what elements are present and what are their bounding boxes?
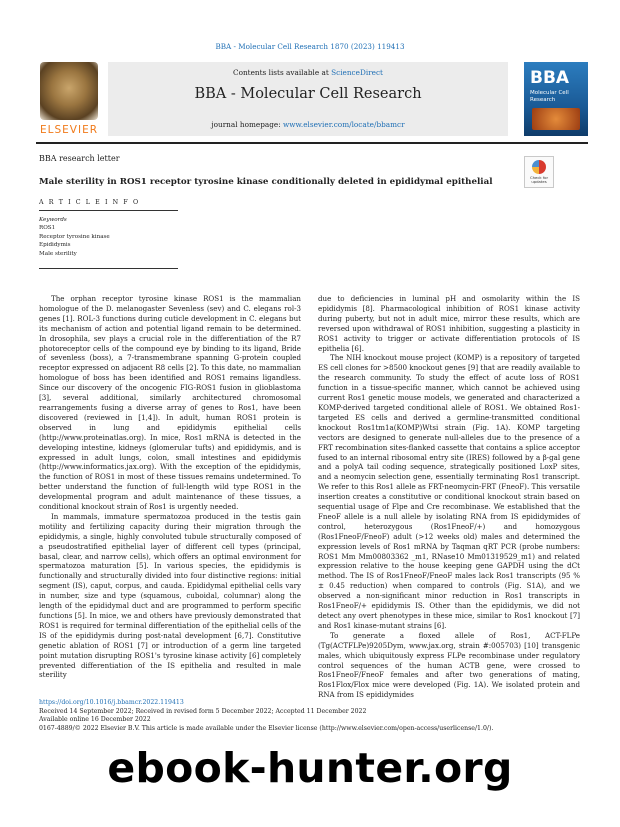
body-paragraph: The NIH knockout mouse project (KOMP) is a repository of targeted ES cell clones for >8500 knockout genes [9] that are readily available to the research community. To study the effect of acute loss of ROS1 function in a tissue-specific manner, which cannot be achieved using current Ros1 genetic mouse models, we generated and characterized a KOMP-derived targeted conditional allele of ROS1. We obtained Ros1-targeted ES cells and derived a germline-transmitted conditional knockout Ros1tm1a(KOMP)Wtsi strain (Fig. 1A). KOMP targeting vectors are designed to generate null-alleles due to the presence of a FRT recombination sites-flanked cassette that contains a splice acceptor fused to an internal ribosomal entry site (IRES) followed by a β-gal gene and a polyA tail coding sequence, strategically positioned LoxP sites, and a neomycin selection gene, essentially terminating Ros1 transcript. We refer to this Ros1 allele as FRT-neomycin-FRT (FneoF). This versatile insertion creates a constitutive or conditional knockout strain based on sequential usage of Flpe and Cre recombinase. We established that the FneoF allele is a null allele by isolating RNA from IS epididymides of control, heterozygous (Ros1FneoF/+) and homozygous (Ros1FneoF/FneoF) adult (>12 weeks old) males and determined the expression levels of Ros1 mRNA by Taqman qRT PCR (probe numbers: ROS1 Mm Mm00803362 _m1, RNase10 Mm01319529_m1) and related expression relative to the house keeping gene GAPDH using the dCt method. The IS of Ros1FneoF/FneoF males lack Ros1 transcripts (95 % ± 0.45 reduction) when compared to controls (Fig. S1A), and we observed a non-significant minor reduction in Ros1 transcripts in Ros1FneoF/+ epididymis IS. Other than the epididymis, we did not detect any overt phenotypes in these mice, similar to Ros1 knockout [7] and Ros1 kinase-mutant strains [6].	[318, 353, 580, 630]
cover-image	[532, 108, 580, 130]
received-dates: Received 14 September 2022; Received in revised form 5 December 2022; Accepted 11 December 2022	[39, 707, 367, 715]
keyword-item: Epididymis	[39, 242, 71, 249]
body-paragraph: The orphan receptor tyrosine kinase ROS1 is the mammalian homologue of the D. melanogaster Sevenless (sev) and C. elegans rol-3 genes [1]. ROL-3 functions during cuticle development in C. elegans but its mechanism of action and potential ligand remain to be determined. In drosophila, sev plays a crucial role in the differentiation of the R7 photoreceptor cells of the compound eye by binding to its ligand, Bride of sevenless (boss), a 7-transmembrane spanning G-protein coupled receptor expressed on adjacent R8 cells [2]. To this date, no mammalian homologue of boss has been identified and ROS1 remains ligandless. Since our discovery of the oncogenic FIG-ROS1 fusion in glioblastoma [3], several additional, similarly architectured chromosomal rearrangements fusing a diverse array of genes to Ros1, have been discovered (reviewed in [1,4]). In adult, human ROS1 protein is observed in lung and epididymis epithelial cells (http://www.proteinatlas.org). In mice, Ros1 mRNA is detected in the developing intestine, kidneys (glomerular tufts) and epididymis, and is expressed in adult lungs, colon, small intestines and epididymis (http://www.informatics.jax.org). With the exception of the epididymis, the function of ROS1 in most of these tissues remains undetermined. To better understand the function of full-length wild type ROS1 in the developmental program and adult maintenance of these tissues, a conditional knockout strain of Ros1 is urgently needed.	[39, 294, 301, 512]
sciencedirect-link[interactable]: ScienceDirect	[331, 68, 383, 77]
contents-prefix: Contents lists available at	[233, 68, 329, 77]
cover-subtitle: Molecular Cell Research	[530, 90, 569, 103]
article-footer	[39, 699, 493, 733]
body-paragraph: In mammals, immature spermatozoa produced in the testis gain motility and fertilizing capacity during their migration through the epididymis, a single, highly convoluted tubule structurally composed of a pseudostratified epithelial layer of different cell types (principal, basal, clear, and narrow cells), which offers an optimal environment for spermatozoa maturation [5]. In various species, the epididymis is functionally and structurally divided into four distinctive regions: initial segment (IS), caput, corpus, and cauda. Epididymal epithelial cells vary in number, size and type (squamous, cuboidal, columnar) along the length of the epididymal duct and are programmed to perform specific functions [5]. In mice, we and others have previously demonstrated that ROS1 is required for terminal differentiation of the epithelial cells of the IS of the epididymis during post-natal development [6,7]. Constitutive genetic ablation of ROS1 [7] or introduction of a germ line targeted point mutation disrupting ROS1's tyrosine kinase activity [6] completely prevented differentiation of the IS epithelia and resulted in male sterility	[39, 511, 301, 680]
article-type: BBA research letter	[39, 154, 120, 163]
journal-title: BBA - Molecular Cell Research	[194, 86, 422, 102]
keywords-label: Keywords	[39, 217, 67, 223]
article-info-divider-bottom	[39, 268, 178, 269]
elsevier-logo[interactable]	[36, 62, 102, 136]
journal-cover[interactable]	[524, 62, 588, 136]
homepage-line	[108, 120, 508, 129]
journal-header	[36, 62, 588, 136]
keywords-block	[39, 216, 110, 258]
homepage-link[interactable]: www.elsevier.com/locate/bbamcr	[283, 120, 405, 129]
body-column-left	[39, 294, 301, 680]
license-line: 0167-4889/© 2022 Elsevier B.V. This article is made available under the Elsevier license (http://www.elsevier.com/open-access/userlicense/1.0/).	[39, 724, 494, 732]
article-info-heading: A R T I C L E I N F O	[39, 199, 140, 206]
keyword-item: ROS1	[39, 225, 56, 232]
keyword-item: Male sterility	[39, 250, 77, 257]
header-divider	[36, 142, 588, 144]
check-updates-label: Check for updates	[529, 175, 549, 185]
cover-title: BBA	[530, 68, 570, 88]
watermark-text: ebook-hunter.org	[107, 744, 513, 792]
body-column-right	[318, 294, 580, 700]
journal-reference[interactable]: BBA - Molecular Cell Research 1870 (2023) 119413	[215, 42, 405, 51]
homepage-prefix: journal homepage:	[211, 120, 281, 129]
contents-line	[108, 68, 508, 77]
elsevier-tree-icon	[40, 62, 98, 120]
masthead	[108, 62, 508, 136]
doi-link[interactable]: https://doi.org/10.1016/j.bbamcr.2022.119413	[39, 699, 184, 706]
article-title: Male sterility in ROS1 receptor tyrosine kinase conditionally deleted in epididymal epithelial	[39, 177, 493, 187]
body-paragraph: To generate a floxed allele of Ros1, ACT-FLPe (Tg(ACTFLPe)9205Dym, www.jax.org, strain #:005703) [10] transgenic males, which ubiquitously express FLPe recombinase under regulatory control sequences of the human ACTB gene, were crossed to Ros1FneoF/FneoF females and after two generations of mating, Ros1Flox/Flox mice were developed (Fig. 1A). We isolated protein and RNA from IS epididymides	[318, 630, 580, 700]
elsevier-wordmark: ELSEVIER	[40, 124, 98, 136]
article-info-divider-top	[39, 210, 178, 211]
keyword-item: Receptor tyrosine kinase	[39, 233, 110, 240]
check-updates-icon	[532, 160, 546, 174]
check-for-updates-button[interactable]	[524, 156, 554, 188]
online-date: Available online 16 December 2022	[39, 716, 151, 723]
body-paragraph: due to deficiencies in luminal pH and osmolarity within the IS epididymis [8]. Pharmacological inhibition of ROS1 kinase activity during puberty, but not in adult mice, mirror these results, which are reversed upon withdrawal of ROS1 inhibition, suggesting a plasticity in ROS1 activity to trigger or activate differentiation protocols of IS epithelia [6].	[318, 294, 580, 353]
